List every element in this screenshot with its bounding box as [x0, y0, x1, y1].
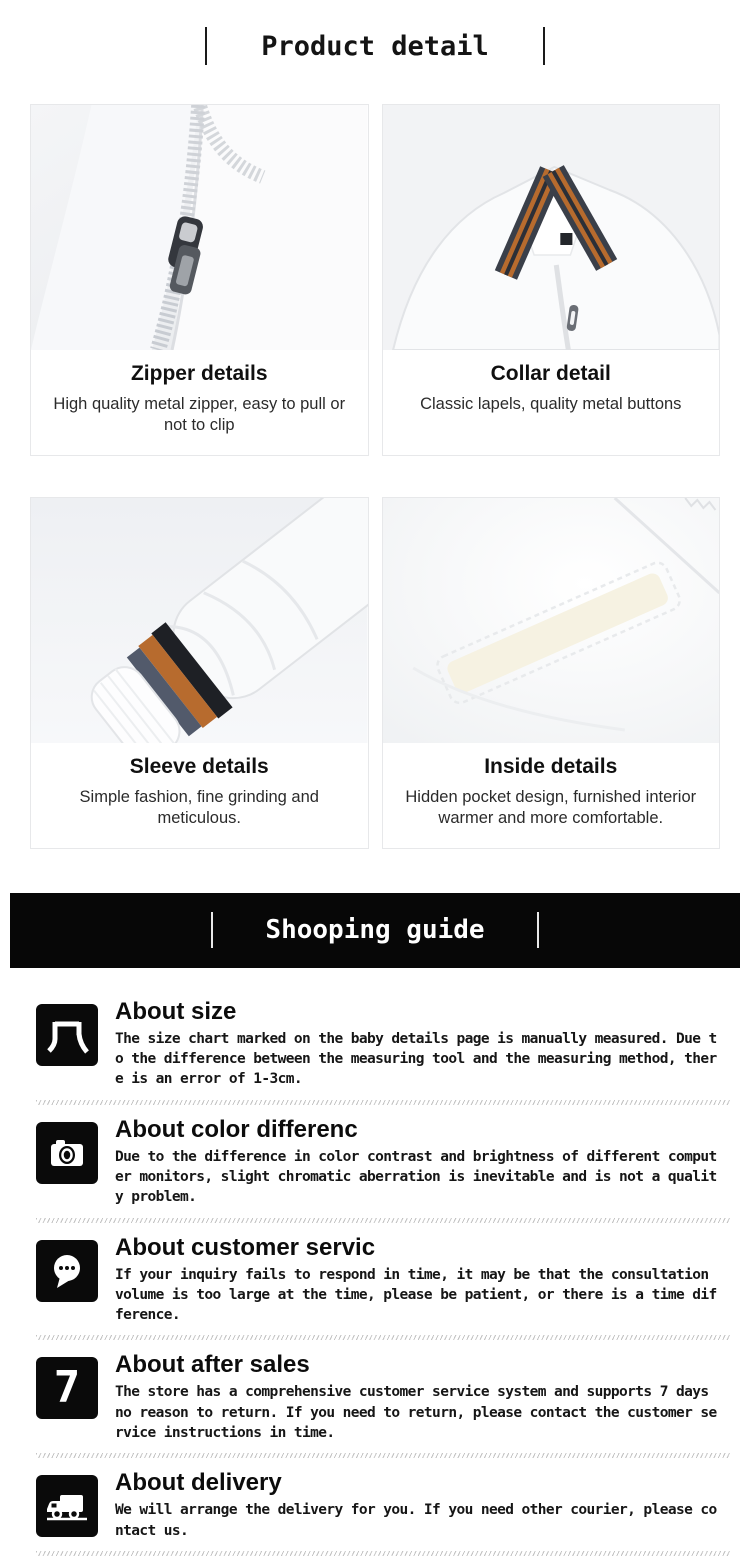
card-zipper-details[interactable] [30, 104, 369, 456]
hatched-divider [36, 1551, 730, 1556]
hatched-divider [36, 1218, 730, 1223]
chat-icon [36, 1240, 98, 1302]
guide-body [115, 1116, 730, 1208]
left-bar [211, 912, 213, 948]
card-caption [31, 350, 368, 455]
card-title: Inside details [484, 754, 618, 778]
product-cards-grid [30, 104, 720, 849]
guide-text: We will arrange the delivery for you. If you need other courier, please contact us. [115, 1502, 717, 1539]
card-caption [31, 743, 368, 848]
guide-body [115, 998, 730, 1090]
ruler-icon [36, 1004, 98, 1066]
card-caption [383, 350, 720, 433]
guide-body [115, 1351, 730, 1443]
guide-text: If your inquiry fails to respond in time, it may be that the consultation volume is too large at the time, please be patient, or there is a time difference. [115, 1266, 717, 1324]
guide-text: Due to the difference in color contrast and brightness of different computer monitors, slight chromatic aberration is inevitable and is not a quality problem. [115, 1148, 717, 1206]
guide-title: About customer servic [115, 1233, 376, 1261]
truck-icon [36, 1475, 98, 1537]
guide-text: The size chart marked on the baby details page is manually measured. Due to the difference between the measuring tool and the measuring method, there is an error of 1-3cm. [115, 1030, 717, 1088]
guide-text: The store has a comprehensive customer service system and supports 7 days no reason to return. If you need to return, please contact the customer service instructions in time. [115, 1384, 717, 1442]
shopping-guide-banner [10, 893, 740, 968]
guide-title: About color differenc [115, 1115, 358, 1143]
card-inside-details[interactable] [382, 497, 721, 849]
number-7-icon [36, 1357, 98, 1419]
right-bar [543, 27, 545, 65]
guide-title: About after sales [115, 1351, 310, 1379]
inside-photo [383, 498, 720, 743]
guide-item-customer-service [36, 1234, 730, 1326]
product-detail-header [0, 0, 750, 68]
card-description: High quality metal zipper, easy to pull or not to clip [53, 395, 346, 435]
hatched-divider [36, 1100, 730, 1105]
card-title: Sleeve details [129, 754, 269, 778]
card-sleeve-details[interactable] [30, 497, 369, 849]
right-bar [537, 912, 539, 948]
card-description: Simple fashion, fine grinding and meticulous. [79, 787, 319, 828]
hatched-divider [36, 1335, 730, 1340]
camera-icon [36, 1122, 98, 1184]
zipper-photo [31, 105, 368, 350]
seven-glyph: 7 [53, 1362, 81, 1414]
collar-photo [383, 105, 720, 350]
card-description: Hidden pocket design, furnished interior warmer and more comfortable. [405, 787, 697, 828]
guide-body [115, 1234, 730, 1326]
shopping-guide-title: Shooping guide [265, 915, 485, 946]
page-title: Product detail [261, 30, 489, 62]
guide-item-size [36, 998, 730, 1090]
hatched-divider [36, 1453, 730, 1458]
guide-item-delivery [36, 1469, 730, 1541]
card-collar-detail[interactable] [382, 104, 721, 456]
shopping-guide-list [36, 998, 730, 1556]
guide-body [115, 1469, 730, 1541]
guide-title: About delivery [115, 1469, 282, 1497]
guide-title: About size [115, 997, 237, 1025]
sleeve-photo [31, 498, 368, 743]
guide-item-after-sales [36, 1351, 730, 1443]
card-title: Collar detail [490, 362, 611, 385]
left-bar [205, 27, 207, 65]
card-title: Zipper details [130, 362, 268, 385]
guide-item-color [36, 1116, 730, 1208]
card-caption [383, 743, 720, 848]
card-description: Classic lapels, quality metal buttons [420, 395, 682, 413]
